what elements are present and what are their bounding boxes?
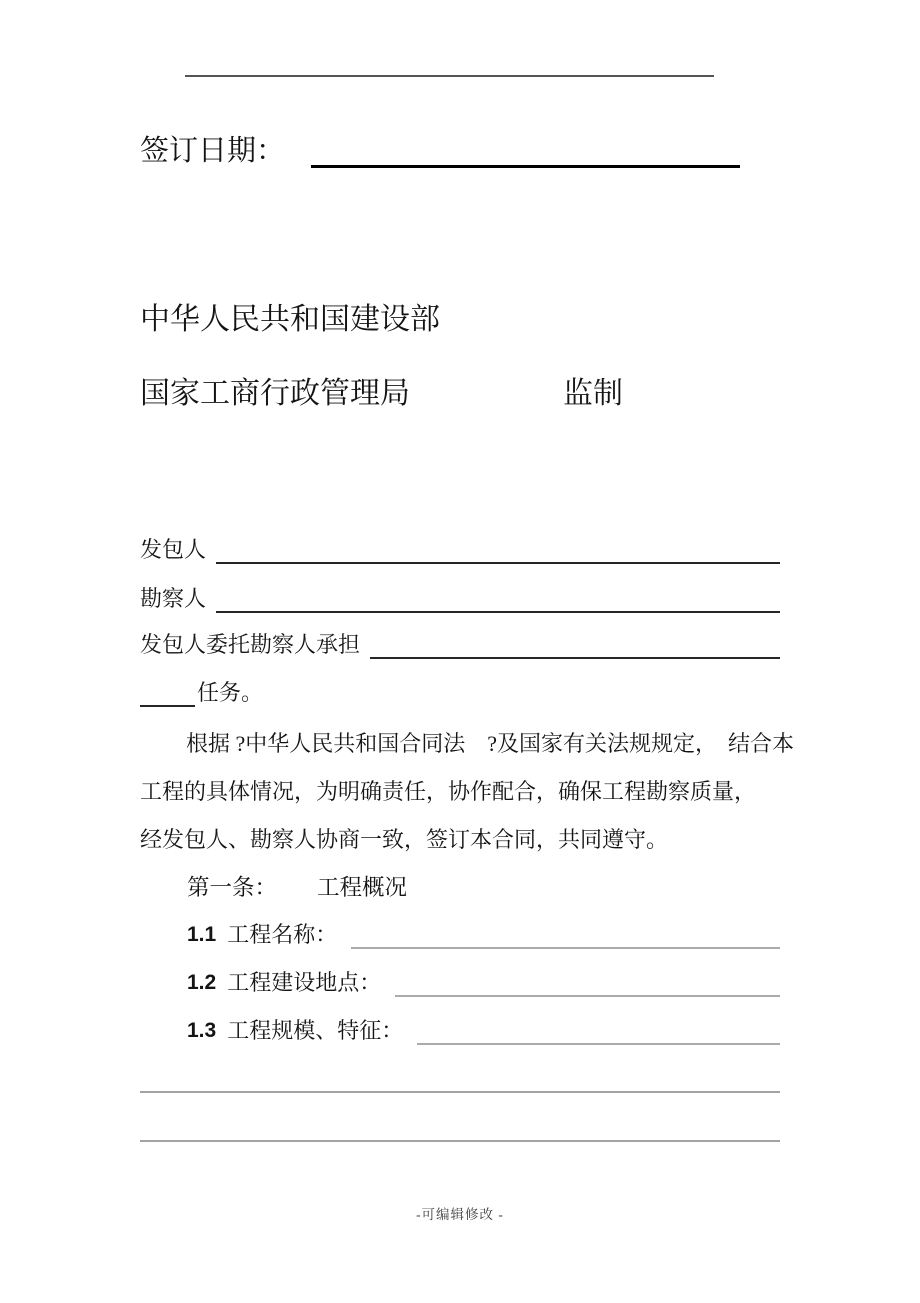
task-row — [140, 679, 780, 707]
preamble-line-3: 经发包人、勘察人协商一致，签订本合同，共同遵守。 — [140, 827, 669, 852]
issuer-title-2-left: 国家工商行政管理局 — [140, 377, 410, 410]
item-row-project-scale — [187, 1017, 780, 1045]
party-row-employer — [140, 536, 780, 564]
item-label-project-scale: 工程规模、特征： — [227, 1018, 404, 1043]
clause-heading — [187, 873, 407, 903]
party-label-employer: 发包人 — [140, 537, 207, 562]
party-blank-line-employer — [216, 562, 780, 564]
task-blank-line — [140, 705, 195, 707]
empty-fill-line-1 — [140, 1091, 780, 1093]
issuer-title-2-right: 监制 — [563, 377, 623, 410]
clause-number: 第一条： — [187, 875, 278, 900]
sign-date-row — [140, 132, 740, 170]
clause-title: 工程概况 — [317, 875, 408, 900]
item-number-1-1: 1.1 — [187, 923, 217, 946]
empty-fill-line-2 — [140, 1140, 780, 1142]
party-blank-line-commission — [370, 657, 780, 659]
item-blank-line-project-name — [351, 947, 780, 949]
footer-note: -可编辑修改 - — [416, 1207, 504, 1222]
sign-date-blank-line — [311, 165, 740, 168]
item-number-1-2: 1.2 — [187, 971, 217, 994]
preamble-line-1: 根据 ?中华人民共和国合同法 ?及国家有关法规规定， 结合本 — [186, 731, 795, 756]
preamble-line-2: 工程的具体情况，为明确责任，协作配合，确保工程勘察质量， — [140, 779, 757, 804]
party-label-commission: 发包人委托勘察人承担 — [140, 632, 361, 657]
item-number-1-3: 1.3 — [187, 1019, 217, 1042]
issuer-title-1 — [140, 301, 440, 339]
item-blank-line-project-location — [395, 995, 780, 997]
party-label-surveyor: 勘察人 — [140, 586, 207, 611]
issuer-title-2 — [140, 375, 623, 413]
item-blank-line-project-scale — [417, 1043, 780, 1045]
item-label-project-location: 工程建设地点： — [227, 970, 382, 995]
item-row-project-location — [187, 969, 780, 997]
party-row-commission — [140, 631, 780, 659]
party-blank-line-surveyor — [216, 611, 780, 613]
issuer-title-spacer — [410, 375, 563, 413]
party-row-surveyor — [140, 585, 780, 613]
sign-date-label: 签订日期： — [140, 135, 286, 167]
item-row-project-name — [187, 921, 780, 949]
top-rule — [185, 75, 714, 77]
issuer-title-1-text: 中华人民共和国建设部 — [140, 303, 440, 336]
item-label-project-name: 工程名称： — [227, 922, 338, 947]
task-suffix: 任务。 — [197, 680, 264, 705]
